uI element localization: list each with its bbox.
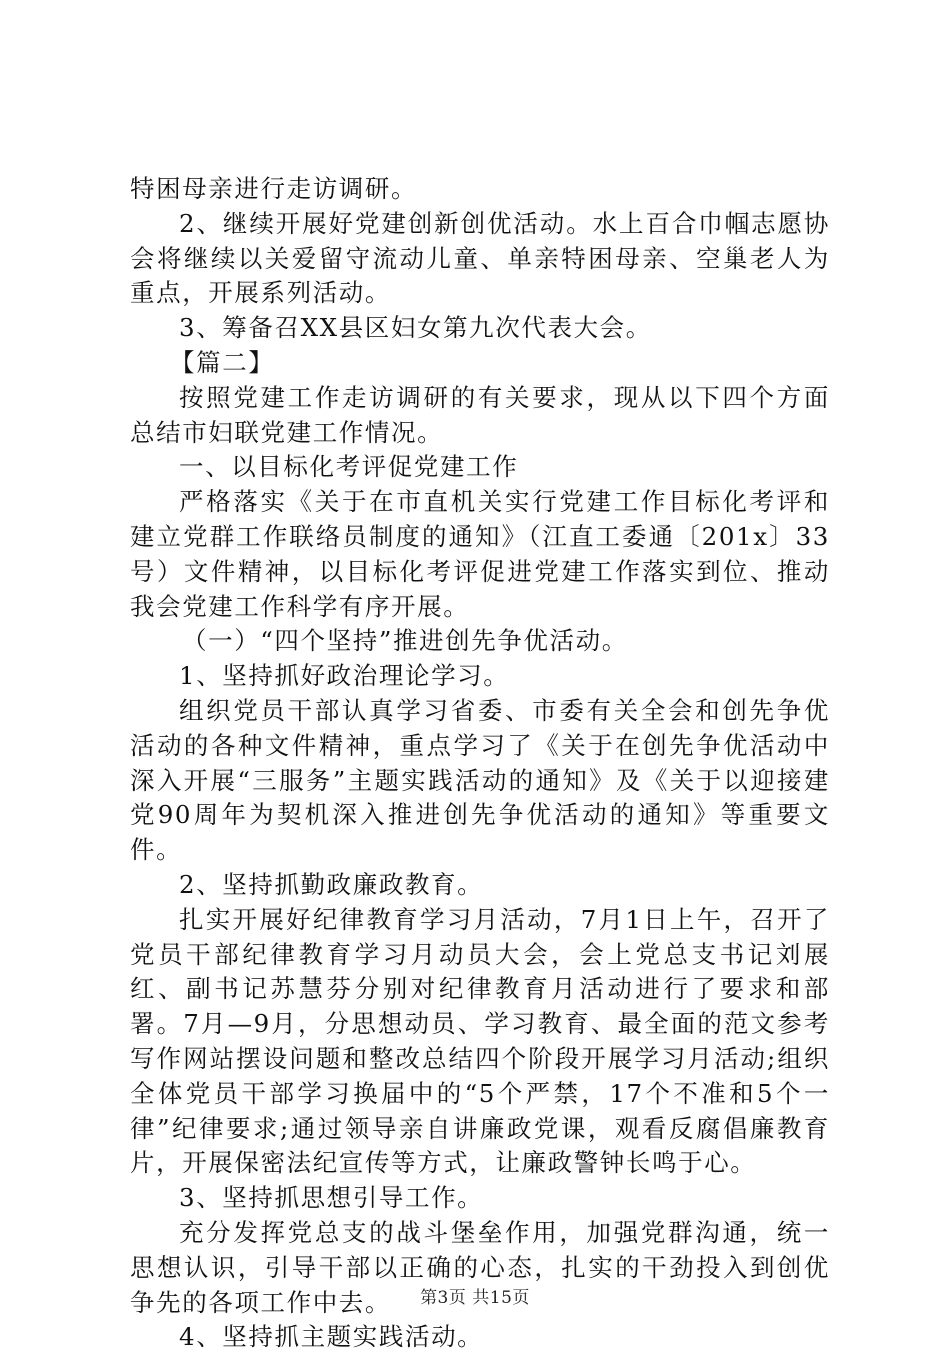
item-heading-3: 3、坚持抓思想引导工作。 [179,1183,484,1213]
paragraph-item-3: 3、筹备召XX县区妇女第九次代表大会。 [179,313,652,343]
item-heading-4: 4、坚持抓主题实践活动。 [179,1322,484,1352]
paragraph-item-2: 2、继续开展好党建创新创优活动。水上百合巾帼志愿协会将继续以关爱留守流动儿童、单亲特困母亲、空巢老人为重点，开展系列活动。 [130,208,830,308]
paragraph-continuation: 特困母亲进行走访调研。 [130,174,418,203]
paragraph-ideological-guidance: 充分发挥党总支的战斗堡垒作用，加强党群沟通，统一思想认识，引导干部以正确的心态，扎实的干劲投入到创优争先的各项工作中去。 [130,1217,830,1317]
paragraph-intro: 按照党建工作走访调研的有关要求，现从以下四个方面总结市妇联党建工作情况。 [130,382,830,447]
paragraph-target-evaluation: 严格落实《关于在市直机关实行党建工作目标化考评和建立党群工作联络员制度的通知》（江直工委通〔201x〕33号）文件精神，以目标化考评促进党建工作落实到位、推动我会党建工作科学有序开展。 [130,487,830,621]
section-heading-1: 一、以目标化考评促党建工作 [179,452,519,482]
page-footer: 第3页 共15页 [420,1288,530,1308]
subsection-heading-1: （一）“四个坚持”推进创先争优活动。 [182,626,628,656]
paragraph-discipline-education: 扎实开展好纪律教育学习月活动，7月1日上午，召开了党员干部纪律教育学习月动员大会，会上党总支书记刘展红、副书记苏慧芬分别对纪律教育月活动进行了要求和部署。7月—9月，分思想动员、学习教育、最全面的范文参考写作网站摆设问题和整改总结四个阶段开展学习月活动;组织全体党员干部学习换届中的“5个严禁，17个不准和5个一律”纪律要求;通过领导亲自讲廉政党课，观看反腐倡廉教育片，开展保密法纪宣传等方式，让廉政警钟长鸣于心。 [130,904,830,1178]
document-body [130,172,830,1355]
paragraph-theory-study: 组织党员干部认真学习省委、市委有关全会和创先争优活动的各种文件精神，重点学习了《关于在创先争优活动中深入开展“三服务”主题实践活动的通知》及《关于以迎接建党90周年为契机深入推进创先争优活动的通知》等重要文件。 [130,695,830,865]
item-heading-1: 1、坚持抓好政治理论学习。 [179,661,510,691]
item-heading-2: 2、坚持抓勤政廉政教育。 [179,869,484,899]
section-heading-part-two: 【篇二】 [170,347,275,377]
